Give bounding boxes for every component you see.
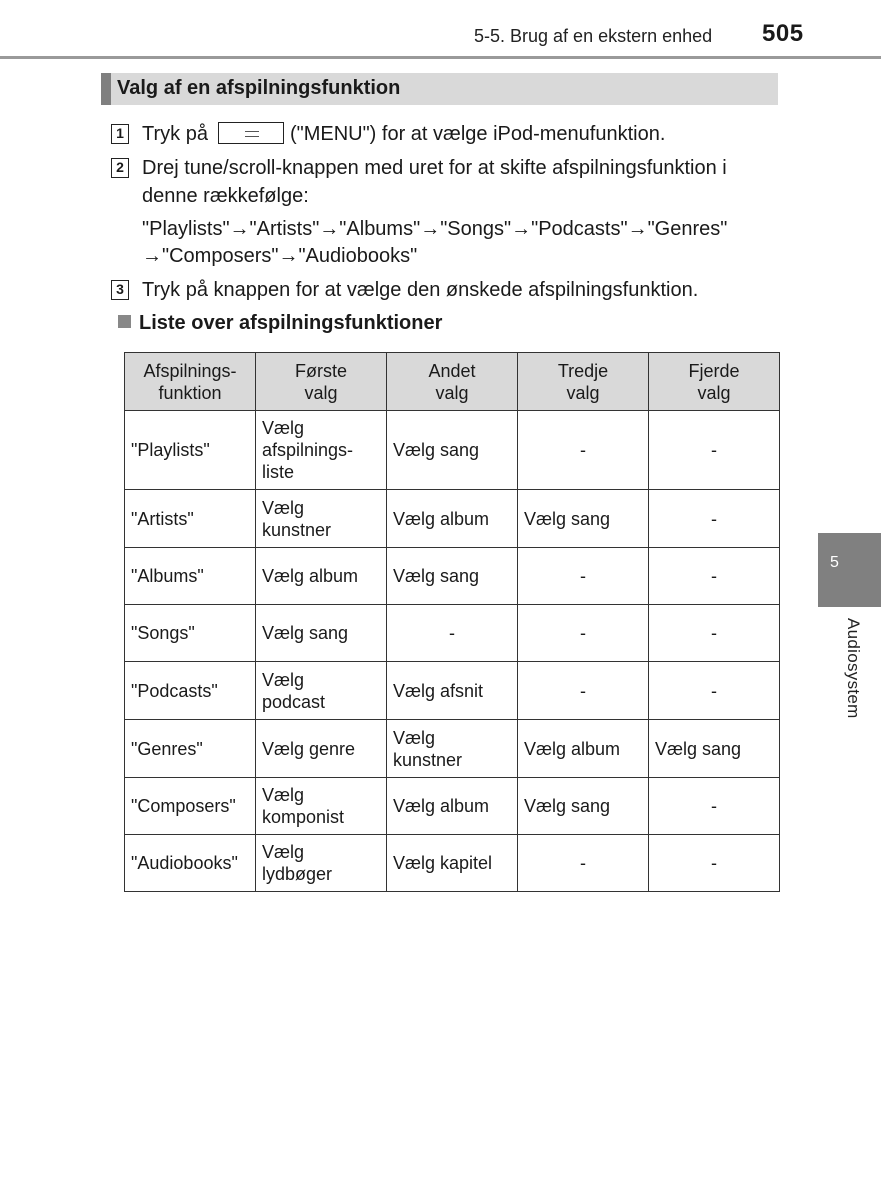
cell-line: "Playlists" — [131, 440, 210, 460]
cell-line: - — [711, 508, 717, 529]
cell-line: Vælg genre — [262, 738, 356, 759]
cell-line: Vælg sang — [524, 796, 611, 816]
cell-line: Vælg sang — [524, 508, 611, 529]
table-cell — [649, 835, 780, 892]
table-row — [125, 662, 780, 720]
table-header-cell — [518, 353, 649, 411]
cell-line: "Artists" — [131, 508, 194, 529]
cell-line: Vælg album — [262, 566, 359, 586]
header-cell-line: Tredje — [557, 360, 609, 381]
table-cell — [518, 662, 649, 720]
cell-line: "Genres" — [131, 738, 203, 759]
table-cell — [518, 720, 649, 778]
step-1-text — [142, 120, 665, 148]
table-row — [125, 720, 780, 778]
step-3-number: 3 — [111, 280, 129, 300]
header-cell-line: Andet — [428, 360, 476, 381]
table-header-cell — [256, 353, 387, 411]
table-cell — [518, 548, 649, 605]
playback-function-table — [124, 352, 780, 892]
table-cell — [518, 411, 649, 490]
step-2-number: 2 — [111, 158, 129, 178]
table-cell — [256, 605, 387, 662]
table-cell — [387, 662, 518, 720]
header-cell-line: valg — [697, 382, 731, 403]
cell-line: - — [711, 623, 717, 643]
table-cell — [649, 778, 780, 835]
table-cell — [387, 835, 518, 892]
table-cell — [387, 778, 518, 835]
table-header-cell — [125, 353, 256, 411]
table-cell — [387, 720, 518, 778]
table-cell — [649, 720, 780, 778]
table-cell — [256, 835, 387, 892]
cell-line: "Songs" — [131, 623, 195, 643]
table-row — [125, 411, 780, 490]
cell-line: Vælg sang — [393, 566, 480, 586]
table-row — [125, 490, 780, 548]
table-cell — [125, 778, 256, 835]
cell-line: Vælg — [393, 727, 436, 748]
table-cell — [125, 411, 256, 490]
sub-heading-text: Liste over afspilningsfunktioner — [139, 312, 443, 334]
table-cell — [649, 411, 780, 490]
table-cell — [256, 662, 387, 720]
step-2-line1: Drej tune/scroll-knappen med uret for at skifte afspilningsfunktion i — [142, 157, 727, 179]
cell-line: Vælg — [262, 669, 305, 690]
table-cell — [125, 720, 256, 778]
table-cell — [125, 548, 256, 605]
table-cell — [518, 490, 649, 548]
table-row — [125, 605, 780, 662]
section-breadcrumb: 5-5. Brug af en ekstern enhed — [474, 26, 713, 46]
cell-line: Vælg — [262, 842, 305, 862]
cell-line: podcast — [262, 691, 326, 712]
section-title: Valg af en afspilningsfunktion — [117, 77, 401, 99]
header-cell-line: valg — [435, 382, 469, 403]
cell-line: Vælg kapitel — [393, 853, 493, 873]
cell-line: lydbøger — [262, 864, 333, 884]
cell-line: Vælg sang — [262, 623, 349, 643]
table-cell — [387, 548, 518, 605]
table-cell — [125, 835, 256, 892]
cell-line: Vælg sang — [393, 440, 480, 460]
cell-line: kunstner — [393, 749, 463, 770]
table-cell — [387, 605, 518, 662]
cell-line: - — [711, 680, 717, 701]
cell-line: - — [711, 440, 717, 460]
header-cell-line: Fjerde — [688, 360, 740, 381]
cell-line: - — [580, 680, 586, 701]
cell-line: Vælg album — [524, 738, 621, 759]
table-cell — [256, 548, 387, 605]
cell-line: - — [711, 566, 717, 586]
table-row — [125, 548, 780, 605]
table-cell — [387, 411, 518, 490]
square-bullet-icon — [118, 315, 131, 328]
header-cell-line: valg — [304, 382, 338, 403]
table-cell — [125, 662, 256, 720]
table-cell — [256, 411, 387, 490]
header-cell-line: funktion — [158, 382, 222, 403]
cell-line: Vælg sang — [655, 738, 742, 759]
cell-line: "Podcasts" — [131, 680, 218, 701]
cell-line: "Composers" — [131, 796, 236, 816]
table-cell — [256, 490, 387, 548]
chapter-tab — [818, 533, 881, 607]
section-title-bar — [101, 73, 778, 105]
table-header-cell — [387, 353, 518, 411]
step-2-line2: denne rækkefølge: — [142, 185, 309, 207]
cell-line: Vælg — [262, 497, 305, 518]
header-cell-line: Afspilnings- — [143, 360, 237, 381]
cell-line: afspilnings- — [262, 440, 354, 460]
cell-line: - — [580, 623, 586, 643]
table-cell — [518, 835, 649, 892]
page-number: 505 — [762, 20, 804, 47]
table-cell — [518, 605, 649, 662]
table-cell — [387, 490, 518, 548]
cell-line: - — [711, 853, 717, 873]
table-cell — [649, 662, 780, 720]
chapter-number: 5 — [830, 554, 839, 571]
sequence-line1: "Playlists"→"Artists"→"Albums"→"Songs"→"Podcasts"→"Genres" — [142, 218, 728, 240]
cell-line: "Audiobooks" — [131, 853, 238, 873]
table-row — [125, 835, 780, 892]
menu-button-icon — [218, 122, 284, 144]
table-cell — [256, 720, 387, 778]
table-cell — [649, 548, 780, 605]
cell-line: Vælg afsnit — [393, 680, 484, 701]
header-divider — [0, 56, 881, 59]
cell-line: kunstner — [262, 519, 332, 540]
table-header-row — [125, 353, 780, 411]
sub-heading — [118, 312, 442, 335]
cell-line: liste — [262, 462, 295, 482]
table-cell — [125, 605, 256, 662]
cell-line: komponist — [262, 807, 345, 827]
header-cell-line: valg — [566, 382, 600, 403]
step-1-text-before: Tryk på — [142, 123, 208, 145]
header-cell-line: Første — [295, 360, 347, 381]
table-cell — [518, 778, 649, 835]
cell-line: "Albums" — [131, 566, 204, 586]
step-1-text-after: ("MENU") for at vælge iPod-menufunktion. — [289, 123, 666, 145]
table-cell — [256, 778, 387, 835]
cell-line: Vælg album — [393, 796, 490, 816]
cell-line: - — [580, 853, 586, 873]
cell-line: - — [580, 566, 586, 586]
table-body — [125, 411, 780, 892]
cell-line: - — [711, 796, 717, 816]
cell-line: Vælg album — [393, 508, 490, 529]
sequence-line2: →"Composers"→"Audiobooks" — [142, 245, 418, 267]
table-header-cell — [649, 353, 780, 411]
table-cell — [649, 605, 780, 662]
table-cell — [125, 490, 256, 548]
cell-line: - — [580, 440, 586, 460]
cell-line: - — [449, 623, 455, 643]
step-1-number: 1 — [111, 124, 129, 144]
step-3-text: Tryk på knappen for at vælge den ønskede afspilningsfunktion. — [142, 279, 699, 301]
table-cell — [649, 490, 780, 548]
cell-line: Vælg — [262, 785, 305, 805]
table-row — [125, 778, 780, 835]
chapter-label: Audiosystem — [844, 618, 863, 719]
cell-line: Vælg — [262, 418, 305, 438]
